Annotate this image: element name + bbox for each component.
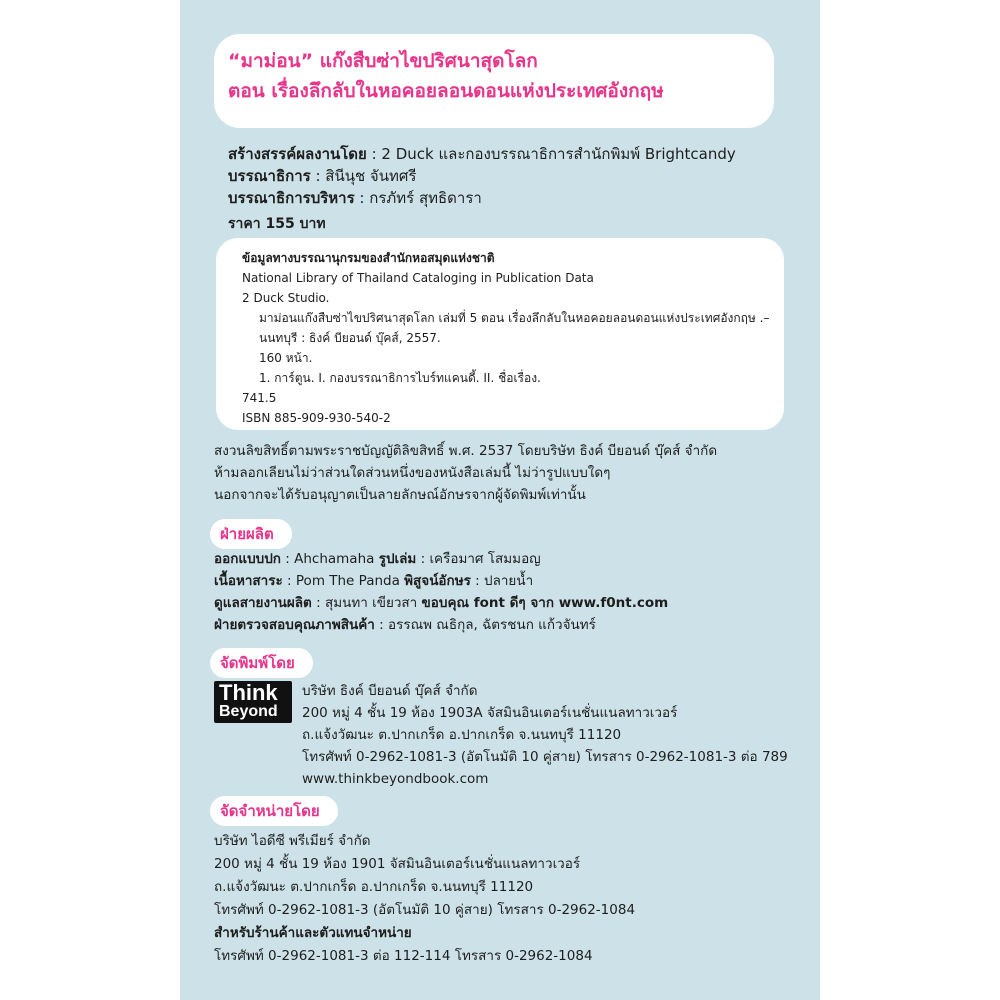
price: ราคา 155 บาท <box>228 216 326 232</box>
logo-text: Think <box>219 680 278 705</box>
publisher-name: บริษัท ธิงค์ บียอนด์ บุ๊คส์ จำกัด <box>302 683 478 699</box>
copyright-line: นอกจากจะได้รับอนุญาตเป็นลายลักษณ์อักษรจากผู้จัดพิมพ์เท่านั้น <box>214 487 586 503</box>
creator-label: สร้างสรรค์ผลงานโดย <box>228 145 367 163</box>
cip-heading-th: ข้อมูลทางบรรณานุกรมของสำนักหอสมุดแห่งชาติ <box>242 251 495 265</box>
cip-heading-en: National Library of Thailand Cataloging in Publication Data <box>242 271 594 285</box>
proof-value: : ปลายน้ำ <box>470 573 534 589</box>
creator-value: : 2 Duck และกองบรรณาธิการสำนักพิมพ์ Brightcandy <box>366 145 736 163</box>
cip-isbn: ISBN 885-909-930-540-2 <box>242 411 391 425</box>
publisher-address: ถ.แจ้งวัฒนะ ต.ปากเกร็ด อ.ปากเกร็ด จ.นนทบุรี 11120 <box>302 727 622 743</box>
cip-imprint: นนทบุรี : ธิงค์ บียอนด์ บุ๊คส์, 2557. <box>259 331 441 345</box>
distributor-phone: โทรศัพท์ 0-2962-1081-3 (อัตโนมัติ 10 คู่สาย) โทรสาร 0-2962-1084 <box>214 902 636 918</box>
distributor-name: บริษัท ไอดีซี พรีเมียร์ จำกัด <box>214 833 371 849</box>
title-box <box>214 34 774 128</box>
copyright-line: ห้ามลอกเลียนไม่ว่าส่วนใดส่วนหนึ่งของหนังสือเล่มนี้ ไม่ว่ารูปแบบใดๆ <box>214 465 611 481</box>
publisher-website[interactable]: www.thinkbeyondbook.com <box>302 771 489 787</box>
think-beyond-logo <box>214 681 292 723</box>
production-heading: ฝ่ายผลิต <box>210 519 292 549</box>
production-credits <box>214 548 668 636</box>
editor-label: บรรณาธิการ <box>228 167 311 185</box>
distributor-address: 200 หมู่ 4 ชั้น 19 ห้อง 1901 จัสมินอินเตอร์เนชั่นแนลทาวเวอร์ <box>214 856 581 872</box>
cover-label: ออกแบบปก <box>214 551 281 567</box>
editor-value: : สินีนุช จันทศรี <box>310 167 417 185</box>
cip-pages: 160 หน้า. <box>259 351 313 365</box>
publisher-info <box>302 680 788 790</box>
content-value: : Pom The Panda <box>282 573 405 589</box>
stores-label: สำหรับร้านค้าและตัวแทนจำหน่าย <box>214 925 412 941</box>
production-row <box>214 548 668 570</box>
line-label: ดูแลสายงานผลิต <box>214 595 312 611</box>
qc-value: : อรรณพ ณธิกุล, ฉัตรชนก แก้วจันทร์ <box>374 617 596 633</box>
logo-text: Beyond <box>219 703 278 720</box>
publisher-address: 200 หมู่ 4 ชั้น 19 ห้อง 1903A จัสมินอินเตอร์เนชั่นแนลทาวเวอร์ <box>302 705 678 721</box>
content-label: เนื้อหาสาระ <box>214 573 283 589</box>
credit-editor <box>228 165 736 187</box>
proof-label: พิสูจน์อักษร <box>404 573 471 589</box>
managing-label: บรรณาธิการบริหาร <box>228 189 355 207</box>
cover-value: : Ahchamaha <box>280 551 379 567</box>
series-title: “มาม่อน” แก๊งสืบซ่าไขปริศนาสุดโลก <box>228 50 538 72</box>
layout-value: : เครือมาศ โสมมอญ <box>416 551 541 567</box>
publisher-heading: จัดพิมพ์โดย <box>210 648 313 678</box>
publisher-phone: โทรศัพท์ 0-2962-1081-3 (อัตโนมัติ 10 คู่สาย) โทรสาร 0-2962-1081-3 ต่อ 789 <box>302 749 788 765</box>
stores-phone: โทรศัพท์ 0-2962-1081-3 ต่อ 112-114 โทรสาร 0-2962-1084 <box>214 948 593 964</box>
thanks-label: ขอบคุณ font ดีๆ จาก www.f0nt.com <box>421 595 669 611</box>
distributor-heading: จัดจำหน่ายโดย <box>210 796 338 826</box>
cip-subjects: 1. การ์ตูน. I. กองบรรณาธิการไบร์ทแคนดี้. II. ชื่อเรื่อง. <box>259 371 541 385</box>
production-row <box>214 614 668 636</box>
line-value: : สุมนทา เขียวสา <box>311 595 422 611</box>
cip-title: มาม่อนแก๊งสืบซ่าไขปริศนาสุดโลก เล่มที่ 5 ตอน เรื่องลึกลับในหอคอยลอนดอนแห่งประเทศอังกฤษ .– <box>259 311 770 325</box>
credit-creator <box>228 143 736 165</box>
distributor-address: ถ.แจ้งวัฒนะ ต.ปากเกร็ด อ.ปากเกร็ด จ.นนทบุรี 11120 <box>214 879 534 895</box>
distributor-info <box>214 830 635 968</box>
cataloging-data-box <box>216 238 784 430</box>
copyright-line: สงวนลิขสิทธิ์ตามพระราชบัญญัติลิขสิทธิ์ พ.ศ. 2537 โดยบริษัท ธิงค์ บียอนด์ บุ๊คส์ จำกัด <box>214 443 718 459</box>
layout-label: รูปเล่ม <box>378 551 417 567</box>
production-row <box>214 592 668 614</box>
episode-title: ตอน เรื่องลึกลับในหอคอยลอนดอนแห่งประเทศอังกฤษ <box>228 80 664 102</box>
copyright-notice <box>214 440 814 506</box>
qc-label: ฝ่ายตรวจสอบคุณภาพสินค้า <box>214 617 375 633</box>
cip-author: 2 Duck Studio. <box>242 291 330 305</box>
managing-value: : กรภัทร์ สุทธิดารา <box>354 189 482 207</box>
credits <box>228 143 736 209</box>
production-row <box>214 570 668 592</box>
credit-managing-editor <box>228 187 736 209</box>
cip-class-number: 741.5 <box>242 391 277 405</box>
